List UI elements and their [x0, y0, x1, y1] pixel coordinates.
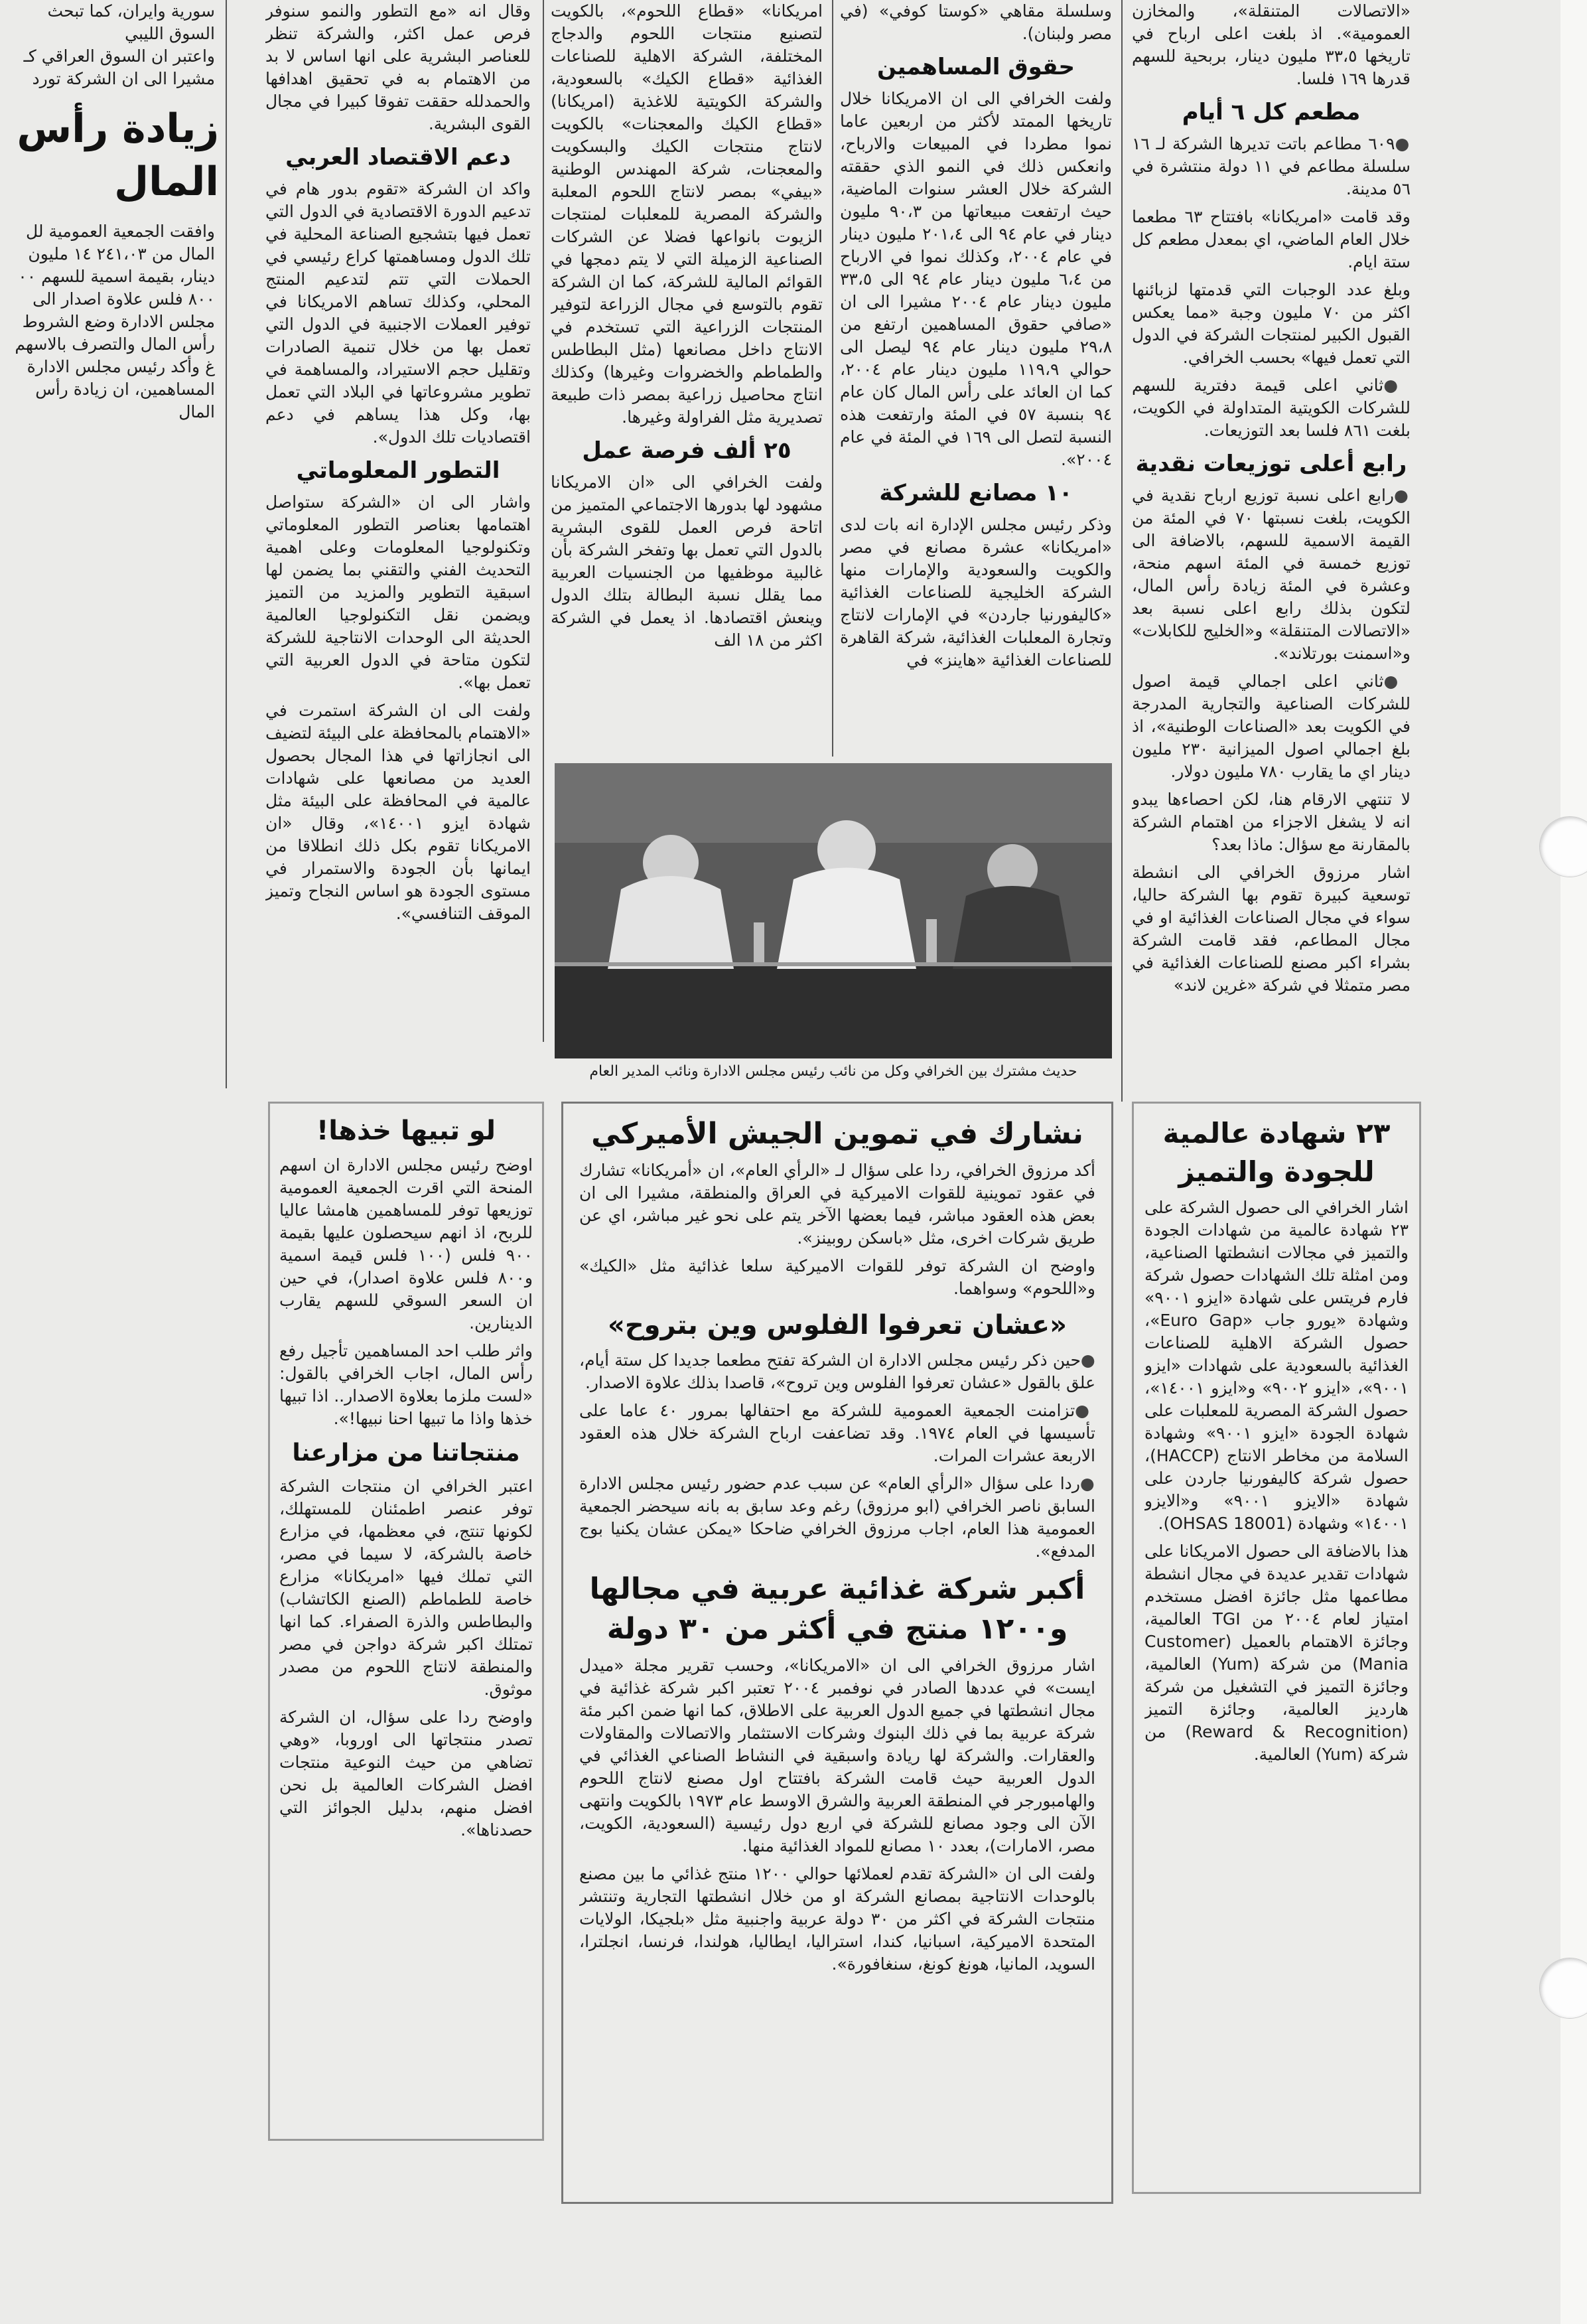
- meeting-photo-image: [555, 763, 1112, 1058]
- column-c: [840, 0, 1112, 757]
- paragraph: واثر طلب احد المساهمين تأجيل رفع رأس المال، اجاب الخرافي بالقول: «لست ملزما بعلاوة الاصدار.. اذا تبيها خذها واذا ما تبيها احنا نبيها!».: [279, 1341, 533, 1428]
- punch-hole: [1539, 1958, 1587, 2019]
- paragraph: لا تنتهي الارقام هنا، لكن احصاءها يبدو انه لا يشغل الاجزاء من اهتمام الشركة بالمقارنة مع سؤال: ماذا بعد؟: [1132, 790, 1411, 854]
- paragraph: اعتبر الخرافي ان منتجات الشركة توفر عنصر اطمئنان للمستهلك، لكونها تنتج، في معظمها، في مزارع خاصة بالشركة، لا سيما في مصر، التي تملك فيها «امريكانا» مزارع خاصة للطماطم (الصنع الكاتشاب) والبطاطس والذرة الصفراء. كما انها تمتلك اكبر شركة دواجن في مصر والمنطقة لانتاج اللحوم من مصدر موثوق.: [279, 1477, 533, 1699]
- paragraph: اوضح رئيس مجلس الادارة ان اسهم المنحة التي اقرت الجمعية العمومية توزيعها توفر للمساهمين هامشا عاليا للربح، اذ انهم سيحصلون عليها بقيمة ٩٠٠ فلس (١٠٠ فلس قيمة اسمية و٨٠٠ فلس علاوة اصدار)، في حين ان السعر السوقي للسهم يقارب الدينارين.: [279, 1155, 533, 1333]
- paragraph: وقال انه «مع التطور والنمو سنوفر فرص عمل اكثر، والشركة تنظر للعناصر البشرية على انها اساس لا بد من الاهتمام به في تحقيق اهدافها والحمدلله حققت تفوقا كبيرا في مجال القوى البشرية.: [265, 1, 531, 133]
- sidebar-box-left: [268, 1102, 544, 2141]
- sidebar-box-left-content: [279, 1106, 533, 2135]
- news-photo: [555, 763, 1112, 1058]
- box-heading: «عشان تعرفوا الفلوس وين بتروح»: [608, 1310, 1067, 1341]
- column-b: [551, 0, 823, 757]
- paragraph: اشار مرزوق الخرافي الى ان «الامريكانا»، وحسب تقرير مجلة «ميدل ايست» في عددها الصادر في نوفمبر ٢٠٠٤ تعتبر اكبر شركة غذائية في مجال انشطتها في جميع الدول العربية على الاطلاق، كما انها ضمن اكبر مئة شركة عربية بما في ذلك البنوك وشركات الاستثمار والاتصالات والمقاولات والعقارات. والشركة لها ريادة واسبقية في النشاط الصناعي الغذائي في الدول العربية حيث قامت الشركة بافتتاح اول مصنع لانتاج اللحوم والهامبورجر في المنطقة العربية والشرق الاوسط عام ١٩٧٣ بالكويت وانتهى الآن الى وجود مصانع للشركة في اربع دول رئيسية (السعودية، الكويت، مصر، الامارات)، بعدد ١٠ مصانع للمواد الغذائية منها.: [579, 1656, 1095, 1855]
- paragraph: ولفت الى ان الشركة استمرت في «الاهتمام بالمحافظة على البيئة لتضيف الى انجازاتها في هذا المجال بحصول العديد من مصانعها على شهادات عالمية في المحافظة على البيئة مثل شهادة ايزو ١٤٠٠١»، وقال «ان الامريكانا تقوم بكل ذلك انطلاقا من ايمانها بأن الجودة والاستمرار في مستوى الجودة هو اساس النجاح وتميز الموقف التنافسي».: [265, 701, 531, 923]
- subheading: دعم الاقتصاد العربي: [285, 144, 511, 171]
- subheading: مطعم كل ٦ أيام: [1182, 99, 1361, 125]
- fragment-line: واعتبر ان السوق العراقي كـ: [23, 46, 215, 66]
- bullet-item: ● رابع اعلى نسبة توزيع ارباح نقدية في الكويت، بلغت نسبتها ٧٠ في المئة من القيمة الاسمية للسهم، بالاضافة الى توزيع خمسة في المئة اسهم منحة، وعشرة في المئة زيادة رأس المال، لتكون بذلك رابع اعلى نسبة بعد «الاتصالات المتنقلة» و«الخليج للكابلات» و«اسمنت بورتلاند».: [1132, 484, 1411, 665]
- photo-caption: حديث مشترك بين الخرافي وكل من نائب رئيس مجلس الادارة ونائب المدير العام: [589, 1063, 1077, 1080]
- subheading: ٢٥ ألف فرصة عمل: [582, 437, 792, 464]
- column-a: [265, 0, 531, 1082]
- bullet-item: ● ثاني اعلى قيمة دفترية للسهم للشركات الكويتية المتداولة في الكويت، بلغت ٨٦١ فلسا بعد التوزيعات.: [1132, 374, 1411, 442]
- paragraph: ولفت الخرافي الى ان الامريكانا خلال تاريخها الممتد لأكثر من اربعين عاما نموا مطردا في المبيعات والارباح، وانعكس ذلك في النمو الذي حققته الشركة خلال العشر سنوات الماضية، حيث ارتفعت مبيعاتها من ٩٠،٣ مليون دينار في عام ٩٤ الى ٢٠١،٤ مليون دينار في عام ٢٠٠٤، وكذلك نموا في الارباح من ٦،٤ مليون دينار عام ٩٤ الى ٣٣،٥ مليون دينار عام ٢٠٠٤ مشيرا الى ان «صافي حقوق المساهمين ارتفع من ٢٩،٨ مليون دينار عام ٩٤ ليصل الى حوالي ١١٩،٩ مليون دينار عام ٢٠٠٤، كما ان العائد على رأس المال كان عام ٩٤ بنسبة ٥٧ في المئة وارتفعت هذه النسبة لتصل الى ١٦٩ في المئة في عام ٢٠٠٤».: [840, 89, 1112, 469]
- paragraph: امريكانا» «قطاع اللحوم»، بالكويت لتصنيع منتجات اللحوم والدجاج المختلفة، الشركة الاهلية للصناعات الغذائية «قطاع الكيك» بالسعودية، والشركة الكويتية للاغذية (امريكانا) «قطاع الكيك والمعجنات» بالكويت لانتاج منتجات الكيك والبسكويت والمعجنات، شركة المهندس الوطنية «بيفي» بمصر لانتاج اللحوم المعلبة والشركة المصرية للمعلبات لمنتجات الزيوت بانواعها فضلا عن الشركات الصناعية الزميلة التي لا يتم دمجها في القوائم المالية للشركة، كما ان الشركة تقوم بالتوسع في مجال الزراعة لتوفير المنتجات الزراعية التي تستخدم في الانتاج داخل مصانعها (مثل البطاطس والطماطم والخضروات وغيرها) وكذلك انتاج محاصيل زراعية بمصر ذات طبيعة تصديرية مثل الفراولة وغيرها.: [551, 1, 823, 427]
- fragment-line: السوق الليبي: [125, 24, 215, 43]
- bullet-item: ● ٦٠٩ مطاعم باتت تديرها الشركة لـ ١٦ سلسلة مطاعم في ١١ دولة منتشرة في ٥٦ مدينة.: [1132, 133, 1411, 200]
- paragraph: «الاتصالات المتنقلة»، والمخازن العمومية». اذ بلغت اعلى ارباح في تاريخها ٣٣،٥ مليون دينار، بربحية للسهم قدرها ١٦٩ فلسا.: [1132, 1, 1411, 88]
- box-heading: منتجاتنا من مزارعنا: [292, 1439, 520, 1467]
- box-heading: نشارك في تموين الجيش الأميركي: [591, 1117, 1083, 1151]
- bullet-item: ● حين ذكر رئيس مجلس الادارة ان الشركة تفتح مطعما جديدا كل ستة أيام، علق بالقول «عشان تعرفوا الفلوس وين تروح»، قاصدا بذلك علاوة الاصدار.: [579, 1349, 1095, 1394]
- paragraph: اشار مرزوق الخرافي الى انشطة توسعية كبيرة تقوم بها الشركة حاليا، سواء في مجال الصناعات الغذائية او في مجال المطاعم، فقد قامت الشركة بشراء اكبر مصنع للصناعات الغذائية في مصر متمثلا في شركة «غرين لاند»: [1132, 863, 1411, 995]
- paragraph: وذكر رئيس مجلس الإدارة انه بات لدى «امريكانا» عشرة مصانع في مصر والكويت والسعودية والإمارات منها الشركة الخليجية للصناعات الغذائية «كاليفورنيا جاردن» في الإمارات لانتاج وتجارة المعلبات الغذائية، شركة القاهرة للصناعات الغذائية «هاينز» في: [840, 515, 1112, 670]
- sidebar-box-right: [1132, 1102, 1421, 2194]
- column-rule: [543, 0, 544, 1042]
- paragraph: وبلغ عدد الوجبات التي قدمتها لزبائنها اكثر من ٧٠ مليون وجبة «مما يعكس القبول الكبير لمنتجات الشركة في الدول التي تعمل فيها» بحسب الخرافي.: [1132, 280, 1411, 367]
- punch-hole: [1539, 816, 1587, 877]
- fragment-body: وافقت الجمعية العمومية لل المال من ٢٤١،٠٣ ١٤ مليون دينار، بقيمة اسمية للسهم ٠٠ ٨٠٠ فلس علاوة اصدار الى مجلس الادارة وضع الشروط رأس المال والتصرف بالاسهم غ وأكد رئيس مجلس الادارة المساهمين، ان زيادة رأس المال: [15, 222, 215, 421]
- fragment-line: مشيرا الى ان الشركة تورد: [32, 69, 215, 88]
- sidebar-box-center: [561, 1102, 1113, 2204]
- fragment-line: سورية وايران، كما تبحث: [47, 1, 215, 21]
- subheading: ١٠ مصانع للشركة: [879, 480, 1073, 506]
- paragraph: واكد ان الشركة «تقوم بدور هام في تدعيم الدورة الاقتصادية في الدول التي تعمل فيها بتشجيع الصناعة المحلية في تلك الدول ومساهمتها كراع رئيسي في الحملات التي تتم لتدعيم المنتج المحلي، وكذلك تساهم الامريكانا في توفير العملات الاجنبية في الدول التي تعمل بها من خلال تنمية الصادرات وتقليل حجم الاستيراد، والمساهمة في تطوير مشروعاتها في البلاد التي تعمل بها، وكل هذا يساهم في دعم اقتصاديات تلك الدول».: [265, 179, 531, 447]
- paragraph: هذا بالاضافة الى حصول الامريكانا على شهادات تقدير عديدة في مجال انشطة مطاعمها مثل جائزة افضل مستخدم امتياز لعام ٢٠٠٤ من TGI العالمية، وجائزة الاهتمام بالعميل (Customer Mania) من شركة (Yum) العالمية، وجائزة التميز في التشغيل من شركة هارديز العالمية، وجائزة التميز (Reward & Recognition) من شركة (Yum) العالمية.: [1144, 1542, 1409, 1764]
- sidebar-box-center-content: [579, 1108, 1095, 2196]
- paragraph: ولفت الخرافي الى «ان الامريكانا مشهود لها بدورها الاجتماعي المتميز من اتاحة فرص العمل للقوى البشرية بالدول التي تعمل بها وتفخر الشركة بأن غالبية موظفيها من الجنسيات العربية مما يقلل نسبة البطالة بتلك الدول وينعش اقتصادها. اذ يعمل في الشركة اكثر من ١٨ الف: [551, 472, 823, 650]
- box-heading: ٢٣ شهادة عالمية للجودة والتميز: [1162, 1117, 1391, 1188]
- bullet-item: ● تزامنت الجمعية العمومية للشركة مع احتفالها بمرور ٤٠ عاما على تأسيسها في العام ١٩٧٤. وقد تضاعفت ارباح الشركة خلال هذه العقود الاربعة عشرات المرات.: [579, 1400, 1095, 1467]
- column-rule: [1121, 0, 1123, 1102]
- sidebar-box-right-content: [1144, 1108, 1409, 2186]
- subheading: حقوق المساهمين: [877, 54, 1075, 80]
- subheading: رابع أعلى توزيعات نقدية: [1135, 451, 1407, 477]
- paragraph: ولفت الى ان «الشركة تقدم لعملائها حوالي ١٢٠٠ منتج غذائي ما بين مصنع بالوحدات الانتاجية بمصانع الشركة او من خلال انشطتها التجارية وتنتشر منتجات الشركة في اكثر من ٣٠ دولة عربية واجنبية مثل «بلجيكا، الولايات المتحدة الاميركية، اسبانيا، كندا، استراليا، ايطاليا، هولندا، فرنسا، انجلترا، السويد، المانيا، هونغ كونغ، سنغافورة».: [579, 1864, 1095, 1974]
- box-heading: لو تبيها خذها!: [316, 1116, 496, 1146]
- box-heading: أكبر شركة غذائية عربية في مجالها و١٢٠٠ منتج في أكثر من ٣٠ دولة: [589, 1572, 1085, 1646]
- column-rule: [832, 0, 833, 757]
- bullet-item: ● ثاني اعلى اجمالي قيمة اصول للشركات الصناعية والتجارية المدرجة في الكويت بعد «الصناعات الوطنية»، اذ بلغ اجمالي اصول الميزانية ٢٣٠ مليون دينار اي ما يقارب ٧٨٠ مليون دولار.: [1132, 670, 1411, 783]
- subheading: التطور المعلوماتي: [296, 457, 500, 484]
- paragraph: اشار الخرافي الى حصول الشركة على ٢٣ شهادة عالمية من شهادات الجودة والتميز في مجالات انشطتها الصناعية، ومن امثلة تلك الشهادات حصول شركة فارم فريتس على شهادة «ايزو ٩٠٠١» وشهادة «يورو جاب «Euro Gap»، حصول الشركة الاهلية للصناعات الغذائية بالسعودية على شهادات «ايزو ٩٠٠١»، «ايزو ٩٠٠٢» و«ايزو ١٤٠٠١»، حصول الشركة المصرية للمعلبات على شهادة الجودة «ايزو ٩٠٠١» وشهادة السلامة من مخاطر الانتاج (HACCP)، حصول شركة كاليفورنيا جاردن على شهادة «الايزو ٩٠٠١» و«الايزو ١٤٠٠١» وشهادة (OHSAS 18001).: [1144, 1198, 1409, 1533]
- column-d: [1132, 0, 1411, 1108]
- paragraph: واوضح ان الشركة توفر للقوات الاميركية سلعا غذائية مثل «الكيك» و«اللحوم» وسواهما.: [579, 1256, 1095, 1298]
- paragraph: وقد قامت «امريكانا» بافتتاح ٦٣ مطعما خلال العام الماضي، اي بمعدل مطعم كل ستة ايام.: [1132, 207, 1411, 271]
- adjacent-page-fragment: [0, 0, 219, 478]
- paragraph: أكد مرزوق الخرافي، ردا على سؤال لـ «الرأي العام»، ان «أمريكانا» تشارك في عقود تموينية للقوات الاميركية في العراق والمنطقة، مشيرا الى ان بعض هذه العقود مباشر، فيما بعضها الآخر يتم على نحو غير مباشر، اي عن طريق شركات اخرى، مثل «باسكن روبينز».: [579, 1161, 1095, 1248]
- paragraph: واشار الى ان «الشركة ستواصل اهتمامها بعناصر التطور المعلوماتي وتكنولوجيا المعلومات وعلى اهمية التحديث الفني والتقني بما يضمن لها اسبقية التطوير والمزيد من التميز ويضمن نقل التكنولوجيا العالمية الحديثة الى الوحدات الانتاجية للشركة لتكون متاحة في الدول العربية التي تعمل بها».: [265, 492, 531, 692]
- bullet-item: ● ردا على سؤال «الرأي العام» عن سبب عدم حضور رئيس مجلس الادارة السابق ناصر الخرافي (ابو مرزوق) رغم وعد سابق به بانه سيحضر الجمعية العمومية هذا العام، اجاب مرزوق الخرافي ضاحكا «يمكن عشان يكنيا بوج المدفع».: [579, 1473, 1095, 1563]
- column-rule: [226, 0, 227, 1088]
- fragment-headline: زيادة رأس المال: [17, 106, 219, 205]
- paragraph: واوضح ردا على سؤال، ان الشركة تصدر منتجاتها الى اوروبا، «وهي تضاهي من حيث النوعية منتجات افضل الشركات العالمية بل نحن افضل منهم، بدليل الجوائز التي حصدناها».: [279, 1707, 533, 1840]
- paragraph: وسلسلة مقاهي «كوستا كوفي» (في مصر ولبنان).: [840, 1, 1112, 43]
